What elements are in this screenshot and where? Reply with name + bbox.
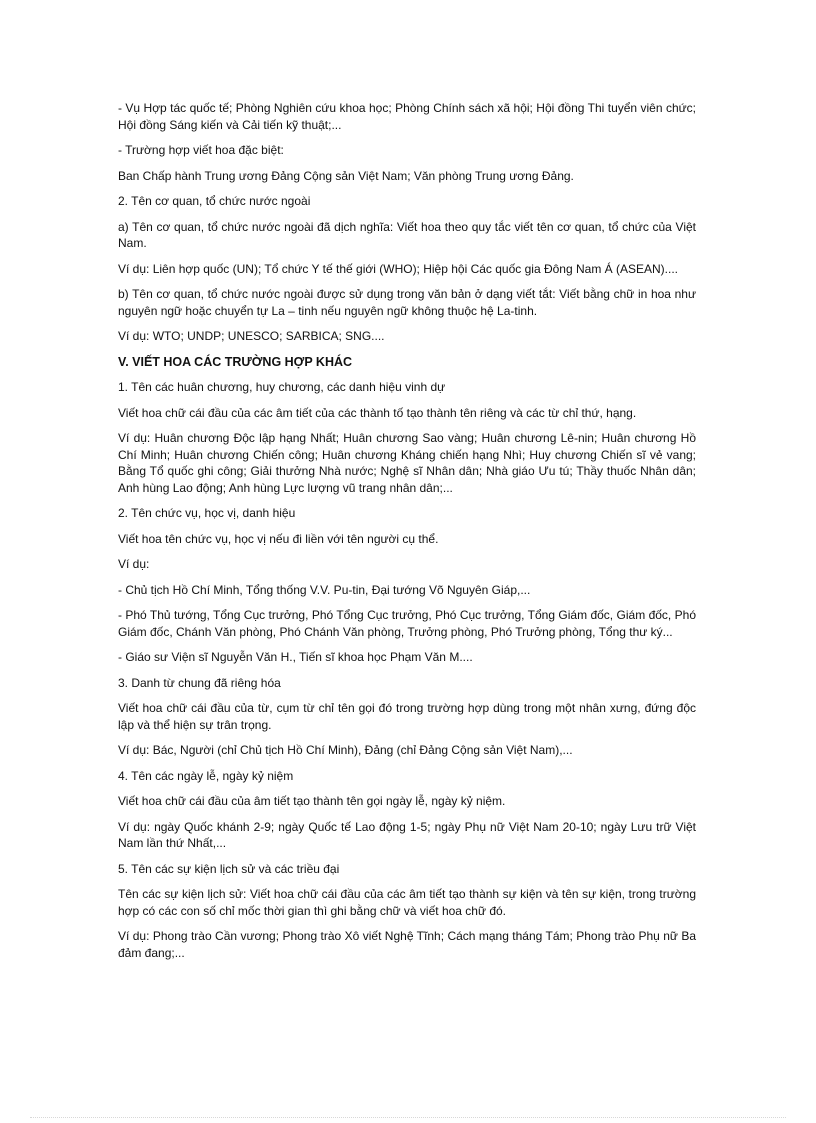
subheading-historical-events: 5. Tên các sự kiện lịch sử và các triều đại (118, 861, 340, 876)
paragraph-example-label: Ví dụ: (118, 557, 150, 571)
paragraph-example-translated: Ví dụ: Liên hợp quốc (UN); Tổ chức Y tế thế giới (WHO); Hiệp hội Các quốc gia Đông Nam Á (ASEAN).... (118, 261, 679, 276)
subheading-titles: 2. Tên chức vụ, học vị, danh hiệu (118, 506, 296, 520)
document-page (118, 100, 696, 970)
paragraph-translated-names: a) Tên cơ quan, tổ chức nước ngoài đã dịch nghĩa: Viết hoa theo quy tắc viết tên cơ quan, tổ chức của Việt Nam. (118, 219, 696, 250)
subheading-common-nouns: 3. Danh từ chung đã riêng hóa (118, 675, 281, 690)
paragraph-titles-example-1: - Chủ tịch Hồ Chí Minh, Tổng thống V.V. Pu-tin, Đại tướng Võ Nguyên Giáp,... (118, 582, 531, 597)
subheading-holidays: 4. Tên các ngày lễ, ngày kỷ niệm (118, 768, 294, 783)
paragraph-example-abbreviations: Ví dụ: WTO; UNDP; UNESCO; SARBICA; SNG.... (118, 329, 385, 343)
paragraph-titles-example-3: - Giáo sư Viện sĩ Nguyễn Văn H., Tiến sĩ khoa học Phạm Văn M.... (118, 650, 473, 664)
subheading-foreign-organizations: 2. Tên cơ quan, tổ chức nước ngoài (118, 194, 311, 208)
paragraph-titles-rule: Viết hoa tên chức vụ, học vị nếu đi liền với tên người cụ thể. (118, 531, 439, 546)
paragraph-medals-rule: Viết hoa chữ cái đầu của các âm tiết của các thành tố tạo thành tên riêng và các từ chỉ thứ, hạng. (118, 405, 637, 420)
subheading-medals: 1. Tên các huân chương, huy chương, các danh hiệu vinh dự (118, 380, 446, 394)
paragraph-titles-example-2: - Phó Thủ tướng, Tổng Cục trưởng, Phó Tổng Cục trưởng, Phó Cục trưởng, Tổng Giám đốc, Giám đốc, Phó Giám đốc, Chánh Văn phòng, Phó Chánh Văn phòng, Trưởng phòng, Phó Trưởng phòng, Tổng thư ký... (118, 608, 696, 639)
paragraph-party-bodies: Ban Chấp hành Trung ương Đảng Cộng sản Việt Nam; Văn phòng Trung ương Đảng. (118, 168, 574, 183)
paragraph-special-case: - Trường hợp viết hoa đặc biệt: (118, 143, 284, 157)
paragraph-historical-events-example: Ví dụ: Phong trào Cần vương; Phong trào Xô viết Nghệ Tĩnh; Cách mạng tháng Tám; Phong trào Phụ nữ Ba đảm đang;... (118, 929, 696, 960)
paragraph-holidays-example: Ví dụ: ngày Quốc khánh 2-9; ngày Quốc tế Lao động 1-5; ngày Phụ nữ Việt Nam 20-10; ngày Lưu trữ Việt Nam lần thứ Nhất,... (118, 819, 696, 850)
page-bottom-divider (30, 1117, 786, 1118)
paragraph-international-bodies: - Vụ Hợp tác quốc tế; Phòng Nghiên cứu khoa học; Phòng Chính sách xã hội; Hội đồng Thi tuyển viên chức; Hội đồng Sáng kiến và Cải tiến kỹ thuật;... (118, 101, 696, 132)
paragraph-common-nouns-example: Ví dụ: Bác, Người (chỉ Chủ tịch Hồ Chí Minh), Đảng (chỉ Đảng Cộng sản Việt Nam),... (118, 743, 573, 757)
paragraph-historical-events-rule: Tên các sự kiện lịch sử: Viết hoa chữ cái đầu của các âm tiết tạo thành sự kiện và tên sự kiện, trong trường hợp có các con số chỉ mốc thời gian thì ghi bằng chữ và viết hoa chữ đó. (118, 887, 696, 918)
paragraph-holidays-rule: Viết hoa chữ cái đầu của âm tiết tạo thành tên gọi ngày lễ, ngày kỷ niệm. (118, 794, 506, 808)
paragraph-medals-example: Ví dụ: Huân chương Độc lập hạng Nhất; Huân chương Sao vàng; Huân chương Lê-nin; Huân chương Hồ Chí Minh; Huân chương Chiến công; Huân chương Kháng chiến hạng Nhì; Huy chương Chiến sĩ vẻ vang; Bằng Tổ quốc ghi công; Giải thưởng Nhà nước; Nghệ sĩ Nhân dân; Nhà giáo Ưu tú; Thầy thuốc Nhân dân; Anh hùng Lao động; Anh hùng Lực lượng vũ trang nhân dân;... (118, 431, 696, 495)
paragraph-common-nouns-rule: Viết hoa chữ cái đầu của từ, cụm từ chỉ tên gọi đó trong trường hợp dùng trong một nhân xưng, đứng độc lập và thể hiện sự trân trọng. (118, 701, 696, 732)
section-heading-other-cases: V. VIẾT HOA CÁC TRƯỜNG HỢP KHÁC (118, 354, 353, 369)
paragraph-abbreviated-names: b) Tên cơ quan, tổ chức nước ngoài được sử dụng trong văn bản ở dạng viết tắt: Viết bằng chữ in hoa như nguyên ngữ hoặc chuyển tự La – tinh nếu nguyên ngữ không thuộc hệ La-tinh. (118, 287, 696, 318)
